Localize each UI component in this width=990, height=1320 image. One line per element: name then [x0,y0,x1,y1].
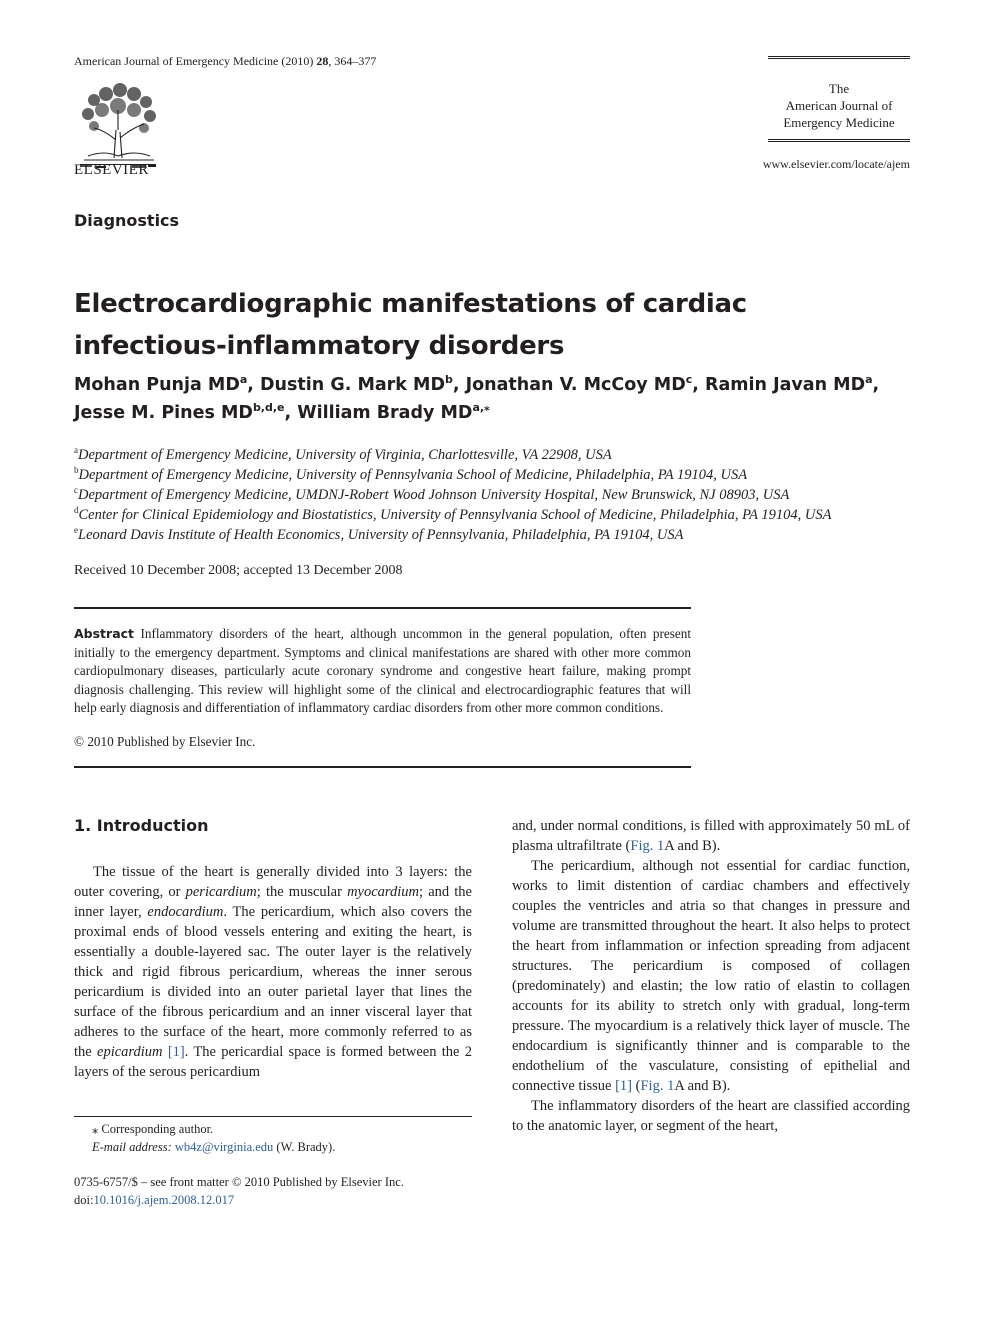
body-paragraph: The tissue of the heart is generally divided into 3 layers: the outer covering, or pericardium; the muscular myocardium; and the inner layer, endocardium. The pericardium, which also covers the proximal ends of blood vessels entering and exiting the heart, is essentially a double-layered sac. The outer layer is the relatively thick and rigid fibrous pericardium, whereas the inner serous pericardium is divided into an outer parietal layer that lines the surface of the fibrous pericardium and an inner visceral layer that adheres to the surface of the heart, more commonly referred to as the epicardium [1]. The pericardial space is formed between the 2 layers of the serous pericardium [74,864,472,1080]
email-note: E-mail address: wb4z@virginia.edu (W. Brady). [92,1140,336,1154]
affiliation: $^a$Department of Emergency Medicine, University of Virginia, Charlottesville, VA 22908, USA [74,445,612,463]
email-link[interactable]: wb4z@virginia.edu [174,1140,274,1154]
affiliation: $^c$Department of Emergency Medicine, UMDNJ-Robert Wood Johnson University Hospital, New Brunswick, NJ 08903, USA [74,485,790,503]
article-title: Electrocardiographic manifestations of cardiac infectious-inflammatory disorders [74,289,747,361]
author: Mohan Punja $MD^a$, [74,373,261,395]
doi-link[interactable]: 10.1016/j.ajem.2008.12.017 [93,1193,235,1207]
affiliation: $^e$Leonard Davis Institute of Health Economics, University of Pennsylvania, Philadelphia, PA 19104, USA [74,525,684,543]
footnote-issn [74,1173,494,1209]
body-paragraph: and, under normal conditions, is filled with approximately 50 mL of plasma ultrafiltrate (Fig. 1A and B). [512,818,910,854]
body-paragraph: The pericardium, although not essential for cardiac function, works to limit distention of cardiac chambers and effectively couples the ventricles and atria so that changes in pressure and volume are transmitted throughout the heart. It also helps to protect the heart from inflammation or infection spreading from adjacent structures. The pericardium is composed of collagen (predominately) and elastin; the low ratio of elastin to collagen accounts for its ability to stretch only with gradual, long-term pressure. The myocardium is a relatively thick layer of muscle. The endocardium is significantly thinner and is comparable to the endothelium of the vasculature, consisting of epithelial and connective tissue [1] (Fig. 1A and B). [512,858,910,1094]
abstract-label: Abstract [74,626,135,641]
body-column-left [74,862,472,1082]
figure-link[interactable]: Fig. 1 [630,838,665,854]
affiliation-list [74,445,924,545]
author: Jesse M. Pines MD$^{b,d,e}$, [74,401,298,423]
author: William Brady $MD^{a,⁎}$ [297,401,490,423]
journal-citation: American Journal of Emergency Medicine (2010) 28, 364–377 [74,54,377,68]
journal-url-link[interactable]: www.elsevier.com/locate/ajem [762,157,910,171]
figure-link[interactable]: Fig. 1 [640,1078,675,1094]
volume-number: 28 [316,54,329,68]
abstract [74,625,691,718]
received-dates: Received 10 December 2008; accepted 13 December 2008 [74,563,403,578]
reference-link[interactable]: [1] [615,1078,633,1094]
journal-logo-line: The [828,81,850,96]
abstract-top-rule [74,607,691,609]
intro-heading: 1. Introduction [74,816,209,835]
publisher-logo-text: ELSEVIER [74,162,149,178]
footnote-rule [74,1116,472,1117]
corresponding-author-note: ⁎ Corresponding author. [92,1122,214,1136]
abstract-text: Inflammatory disorders of the heart, although uncommon in the general population, often present initially to the emergency department. Symptoms and clinical manifestations are shared with other more common cardiopulmonary diseases, particularly acute coronary syndrome and congestive heart failure, making prompt diagnosis challenging. This review will highlight some of the clinical and electrocardiographic features that will help early diagnosis and differentiation of inflammatory cardiac disorders from other more common conditions. [74,626,691,715]
journal-logo [768,56,910,142]
author-list [74,371,914,427]
section-label: Diagnostics [74,211,180,230]
journal-logo-line: Emergency Medicine [783,115,895,130]
journal-logo-line: American Journal of [785,98,893,113]
affiliation: $^d$Center for Clinical Epidemiology and Biostatistics, University of Pennsylvania School of Medicine, Philadelphia, PA 19104, USA [74,505,832,523]
body-paragraph: The inflammatory disorders of the heart are classified according to the anatomic layer, or segment of the heart, [512,1098,910,1134]
abstract-bottom-rule [74,766,691,768]
reference-link[interactable]: [1] [167,1044,185,1060]
body-column-right [512,816,910,1136]
author: Dustin G. Mark $MD^b$, [260,373,466,395]
issn-line: 0735-6757/$ – see front matter © 2010 Published by Elsevier Inc. [74,1175,404,1189]
abstract-copyright: © 2010 Published by Elsevier Inc. [74,734,256,749]
author: Ramin Javan $MD^a$, [705,373,880,395]
doi-line: doi:10.1016/j.ajem.2008.12.017 [74,1193,235,1207]
affiliation: $^b$Department of Emergency Medicine, University of Pennsylvania School of Medicine, Philadelphia, PA 19104, USA [74,465,748,483]
footnote-corresponding [74,1120,494,1156]
author: Jonathan V. McCoy $MD^c$, [465,373,705,395]
